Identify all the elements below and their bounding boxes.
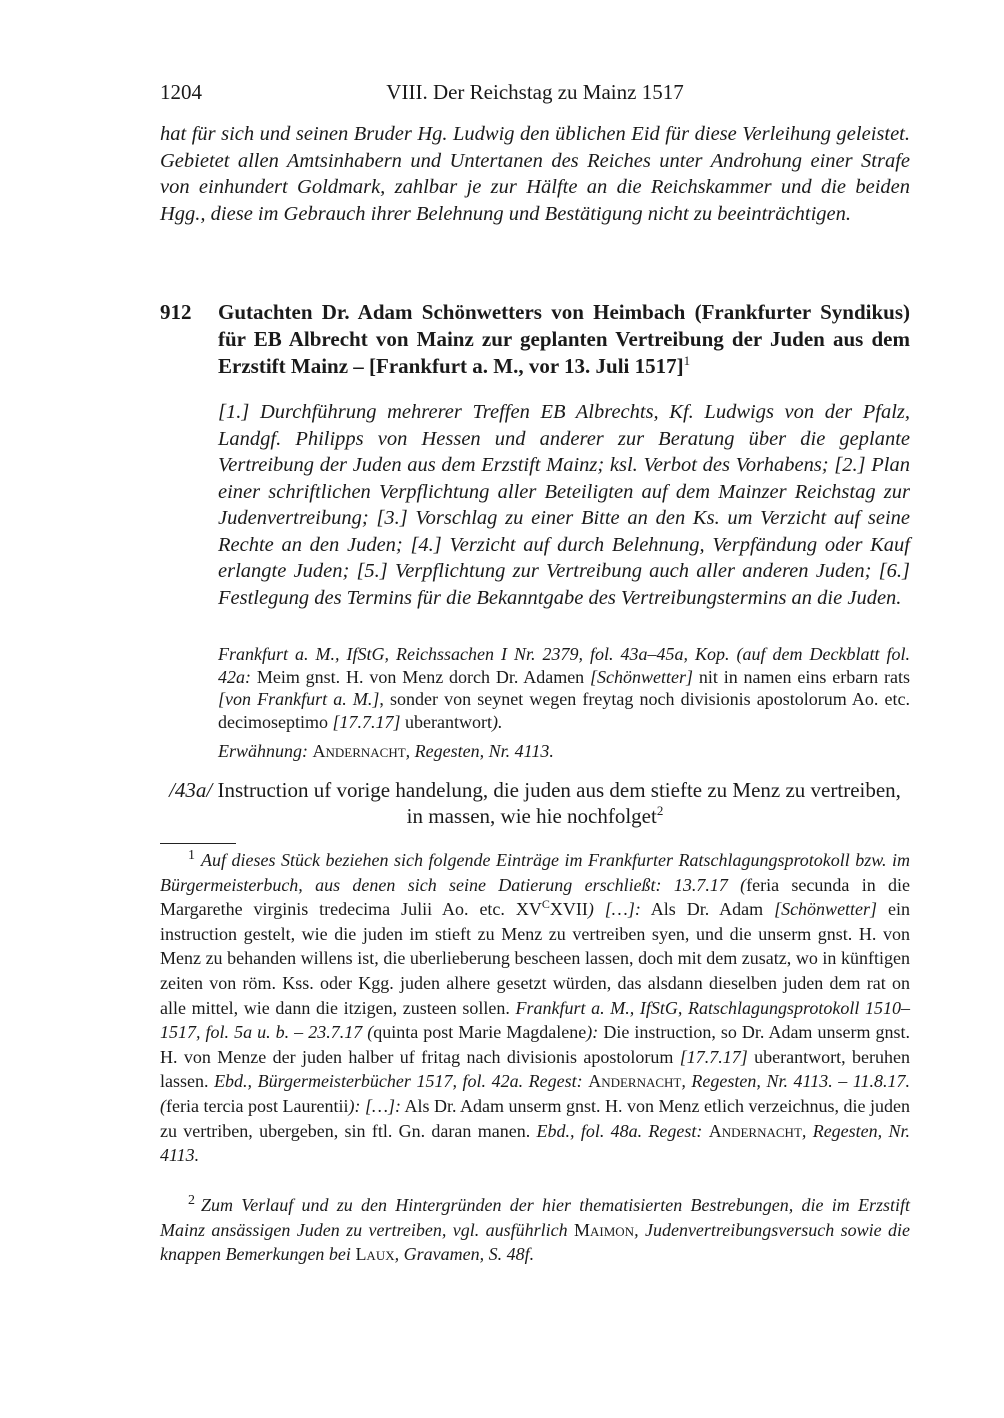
running-title: VIII. Der Reichstag zu Mainz 1517 (386, 80, 684, 104)
footnote-ref-2[interactable]: 2 (656, 803, 664, 818)
source-insert: [von Frankfurt a. M.] (218, 689, 380, 709)
footnote-author: Andernacht (708, 1120, 802, 1141)
mention-note (218, 740, 910, 763)
footnote-text: Ebd., fol. 48a. Regest: (536, 1120, 709, 1141)
footnote-rule (160, 843, 236, 844)
footnote-text: ) […]: (587, 899, 641, 920)
source-quote: nit in namen eins erbarn rats (693, 666, 911, 687)
source-insert: [Schönwetter] (590, 666, 694, 687)
footnote-quote: feria secunda in die Margarethe virginis tredecima Julii Ao. etc. XV (160, 874, 910, 920)
source-date: [17.7.17] (332, 711, 401, 732)
footnote-text: ): […]: (348, 1095, 401, 1116)
footnote-text: Frankfurt a. M., IfStG, Ratschlagungsprotokoll 1510–1517, fol. 5a u. b. – 23.7.17 ( (160, 997, 910, 1043)
source-close: ). (491, 711, 503, 732)
source-note (218, 643, 910, 733)
document-heading-text: Instruction uf vorige handelung, die juden aus dem stiefte zu Menz zu vertreiben, in massen, wie hie nochfolget (212, 778, 901, 828)
footnote-ref-1[interactable]: 1 (683, 353, 691, 368)
entry-number: 912 (160, 300, 192, 324)
footnote-quote: Als Dr. Adam unserm gnst. H. von Menz etlich verzeichnus, die juden zu vertriben, ubergeben, sin ftl. Gn. daran manen. (160, 1095, 911, 1141)
mention-label: Erwähnung: (218, 741, 313, 761)
footnote-quote: ein instruction gestelt, wie die juden im stieft zu Menz zu vertreiben syen, und die unserm gnst. H. von Menz zu behanden willens ist, die uberlieberung bescheen lassen, doch mit dem zusatz, wo in künftigen zeiten von röm. Kss. oder Kgg. juden alhere gesetzt würden, das alsdann dieselben juden dem rat on alle mittel, wie dann die itzigen, zusteen sollen. (160, 899, 910, 1018)
footnote-1 (160, 848, 910, 1168)
footnote-insert: [Schönwetter] (774, 899, 878, 920)
entry-heading (160, 299, 910, 380)
previous-entry-text: hat für sich und seinen Bruder Hg. Ludwig den üblichen Eid für diese Verleihung geleistet. Gebietet allen Amtsinhabern und Untertanen des Reiches unter Androhung einer Strafe von einhundert Goldmark, zahlbar je zur Hälfte an die Reichskammer und die beiden Hgg., diese im Gebrauch ihrer Belehnung und Bestätigung nicht zu beeinträchtigen. (160, 123, 910, 225)
page-number: 1204 (160, 80, 202, 104)
source-quote: Meim gnst. H. von Menz dorch Dr. Adamen (251, 666, 591, 687)
footnote-text: Zum Verlauf und zu den Hintergründen der hier thematisierten Bestrebungen, die im Erzstift Mainz ansässigen Juden zu vertreiben, vgl. ausführlich (160, 1195, 910, 1240)
running-header (160, 80, 910, 110)
folio-marker: /43a/ (169, 778, 213, 802)
footnote-insert: [17.7.17] (679, 1046, 748, 1067)
source-quote: uberantwort (400, 711, 492, 732)
footnote-text: , Judenvertreibungsversuch sowie die knappen Bemerkungen bei (160, 1219, 911, 1265)
mention-author: Andernacht (312, 741, 406, 761)
source-archive: Frankfurt a. M., IfStG, Reichssachen I Nr. 2379, fol. 43a–45a, Kop. (auf dem Deckblatt fol. 42a: (218, 644, 910, 687)
footnote-quote: XVII (549, 899, 588, 920)
footnote-quote: feria tercia post Laurentii (166, 1095, 349, 1116)
footnote-author: Laux (355, 1244, 395, 1265)
footnote-quote: Als Dr. Adam (640, 899, 775, 920)
footnote-quote: uberantwort, beruhen lassen. (160, 1046, 910, 1092)
footnote-author: Maimon (574, 1219, 635, 1240)
footnote-superscript: C (541, 897, 550, 912)
footnote-text: Ebd., Bürgermeisterbücher 1517, fol. 42a. Regest: (214, 1071, 589, 1092)
footnote-text: ): (586, 1022, 599, 1043)
mention-ref: , Regesten, Nr. 4113. (405, 741, 554, 761)
entry-title (218, 299, 910, 380)
source-quote: , sonder von seynet wegen freytag noch divisionis apostolorum Ao. etc. decimoseptimo (218, 689, 910, 732)
footnote-2 (160, 1193, 910, 1267)
footnote-text: , Regesten, Nr. 4113. (160, 1120, 910, 1166)
document-heading (160, 777, 910, 829)
footnote-number: 2 (188, 1193, 195, 1208)
entry-abstract: [1.] Durchführung mehrerer Treffen EB Albrechts, Kf. Ludwigs von der Pfalz, Landgf. Philipps von Hessen und anderer zur Beratung über die geplante Vertreibung der Juden aus dem Erzstift Mainz; ksl. Verbot des Vorhabens; [2.] Plan einer schriftlichen Verpflichtung aller Beteiligten auf dem Mainzer Reichstag zur Judenvertreibung; [3.] Vorschlag zu einer Bitte an den Ks. um Verzicht auf seine Rechte an den Juden; [4.] Verzicht auf durch Belehnung, Verpfändung oder Kauf erlangte Juden; [5.] Verpflichtung zur Vertreibung auch aller anderen Juden; [6.] Festlegung des Termins für die Bekanntgabe des Vertreibungstermins an die Juden. (218, 401, 910, 609)
footnote-text: , Regesten, Nr. 4113. – 11.8.17. ( (160, 1071, 910, 1116)
footnote-text: Auf dieses Stück beziehen sich folgende Einträge im Frankfurter Ratschlagungsprotokoll bzw. im Bürgermeisterbuch, aus denen sich seine Datierung erschließt: 13.7.17 ( (160, 850, 910, 895)
footnote-number: 1 (188, 848, 195, 863)
footnote-quote: Die instruction, so Dr. Adam unserm gnst. H. von Menze der juden halber uf fritag nach divisionis apostolorum (160, 1022, 910, 1067)
entry-title-text: Gutachten Dr. Adam Schönwetters von Heimbach (Frankfurter Syndikus) für EB Albrecht von Mainz zur geplanten Vertreibung der Juden aus dem Erzstift Mainz – [Frankfurt a. M., vor 13. Juli 1517] (218, 300, 910, 378)
footnote-text: , Gravamen, S. 48f. (394, 1244, 535, 1265)
footnote-quote: quinta post Marie Magdalene (373, 1022, 587, 1043)
footnote-author: Andernacht (588, 1071, 682, 1092)
